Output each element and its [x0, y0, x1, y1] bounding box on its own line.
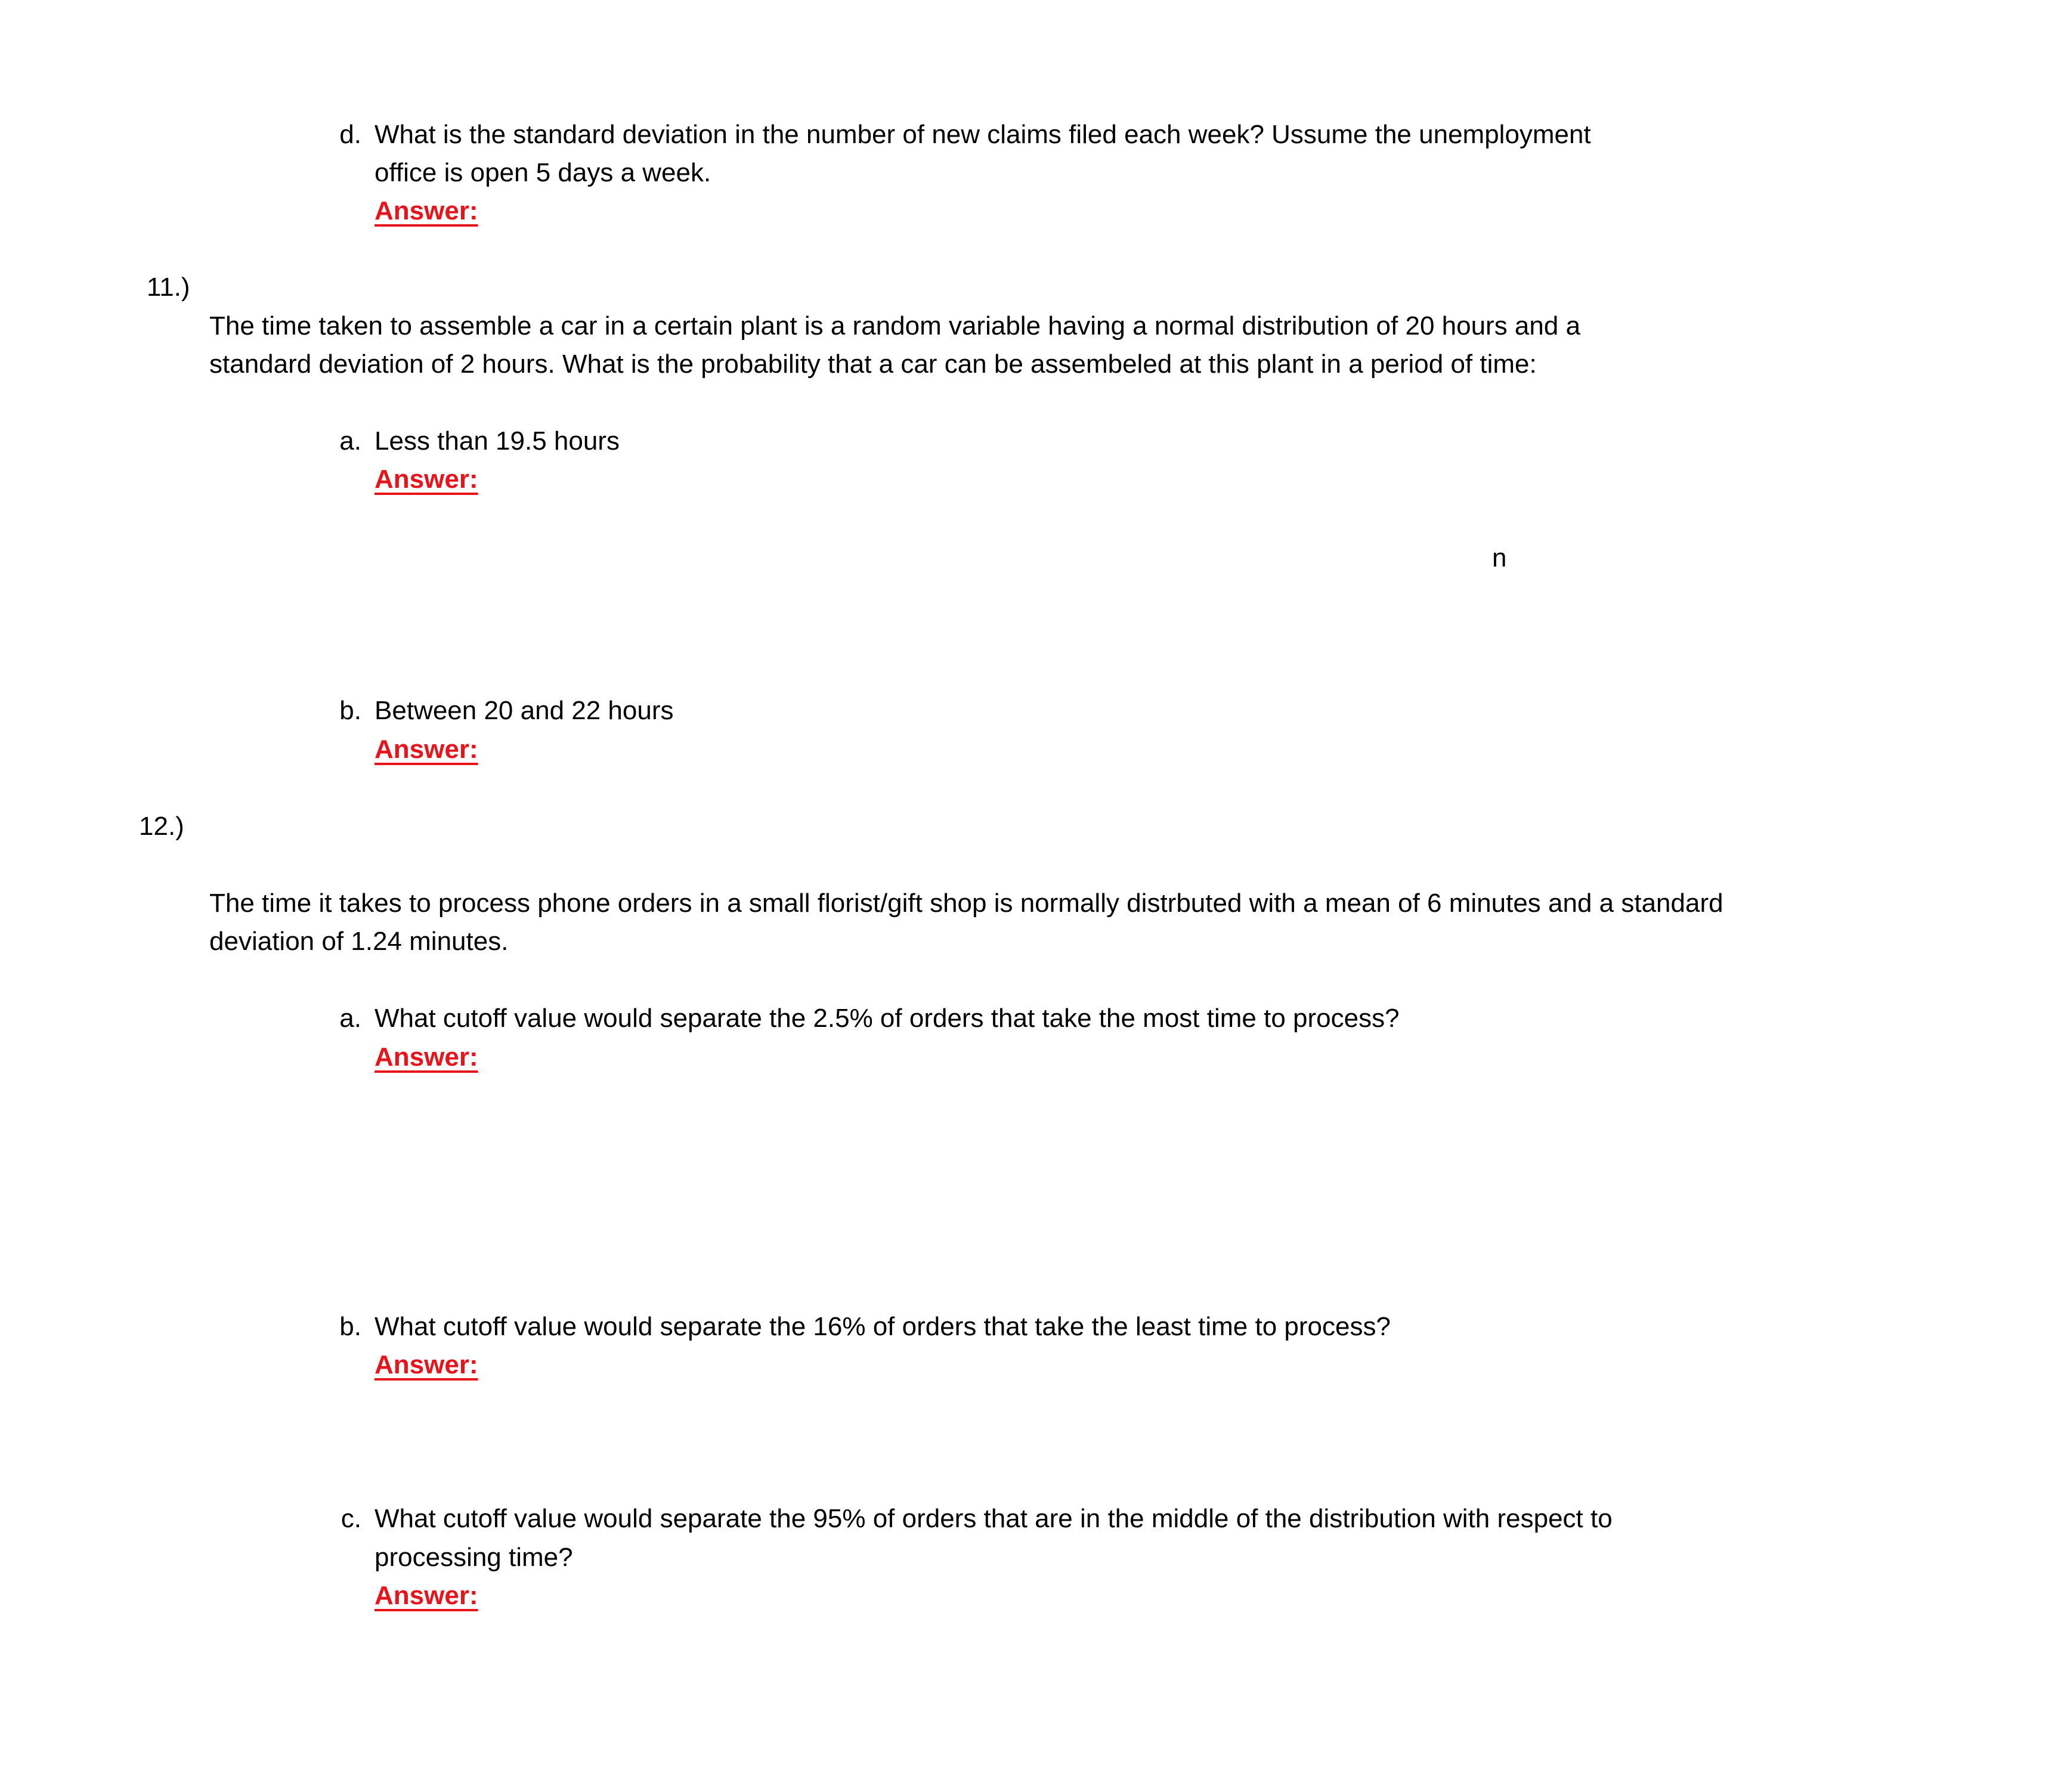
q12-item-c-marker: c.	[341, 1504, 361, 1533]
q12-item-c-answer-label: Answer:	[375, 1581, 478, 1610]
question-11-stem-line1: The time taken to assemble a car in a certain plant is a random variable having a normal distribution of 20 hours and a	[209, 311, 1581, 341]
question-11-stem-line2: standard deviation of 2 hours. What is the probability that a car can be assembeled at this plant in a period of time:	[209, 349, 1537, 379]
q12-item-a-answer-label: Answer:	[375, 1042, 478, 1072]
item-d-question-line1: What is the standard deviation in the number of new claims filed each week? Ussume the unemployment	[375, 120, 1591, 149]
q12-item-c-question-line2: processing time?	[375, 1543, 573, 1572]
item-d-question-line2: office is open 5 days a week.	[375, 158, 711, 187]
q11-item-b-marker: b.	[339, 696, 361, 725]
q11-item-b-question: Between 20 and 22 hours	[375, 696, 674, 725]
question-12-number: 12.)	[139, 812, 184, 841]
item-d-marker: d.	[339, 120, 361, 149]
q12-item-b-marker: b.	[339, 1312, 361, 1341]
q12-item-c-question-line1: What cutoff value would separate the 95% of orders that are in the middle of the distribution with respect to	[375, 1504, 1613, 1533]
question-11-number: 11.)	[147, 273, 190, 302]
q11-item-a-marker: a.	[339, 426, 361, 456]
q12-item-a-question: What cutoff value would separate the 2.5% of orders that take the most time to process?	[375, 1004, 1400, 1033]
q11-item-b-answer-label: Answer:	[375, 735, 478, 764]
question-12-stem-line2: deviation of 1.24 minutes.	[209, 927, 509, 956]
stray-character: n	[1492, 543, 1507, 572]
q12-item-b-answer-label: Answer:	[375, 1350, 478, 1379]
q12-item-b-question: What cutoff value would separate the 16% of orders that take the least time to process?	[375, 1312, 1391, 1341]
question-12-stem-line1: The time it takes to process phone orders in a small florist/gift shop is normally distrbuted with a mean of 6 minutes and a standard	[209, 889, 1723, 918]
q11-item-a-question: Less than 19.5 hours	[375, 426, 620, 456]
item-d-answer-label: Answer:	[375, 196, 478, 225]
q11-item-a-answer-label: Answer:	[375, 465, 478, 494]
q12-item-a-marker: a.	[339, 1004, 361, 1033]
